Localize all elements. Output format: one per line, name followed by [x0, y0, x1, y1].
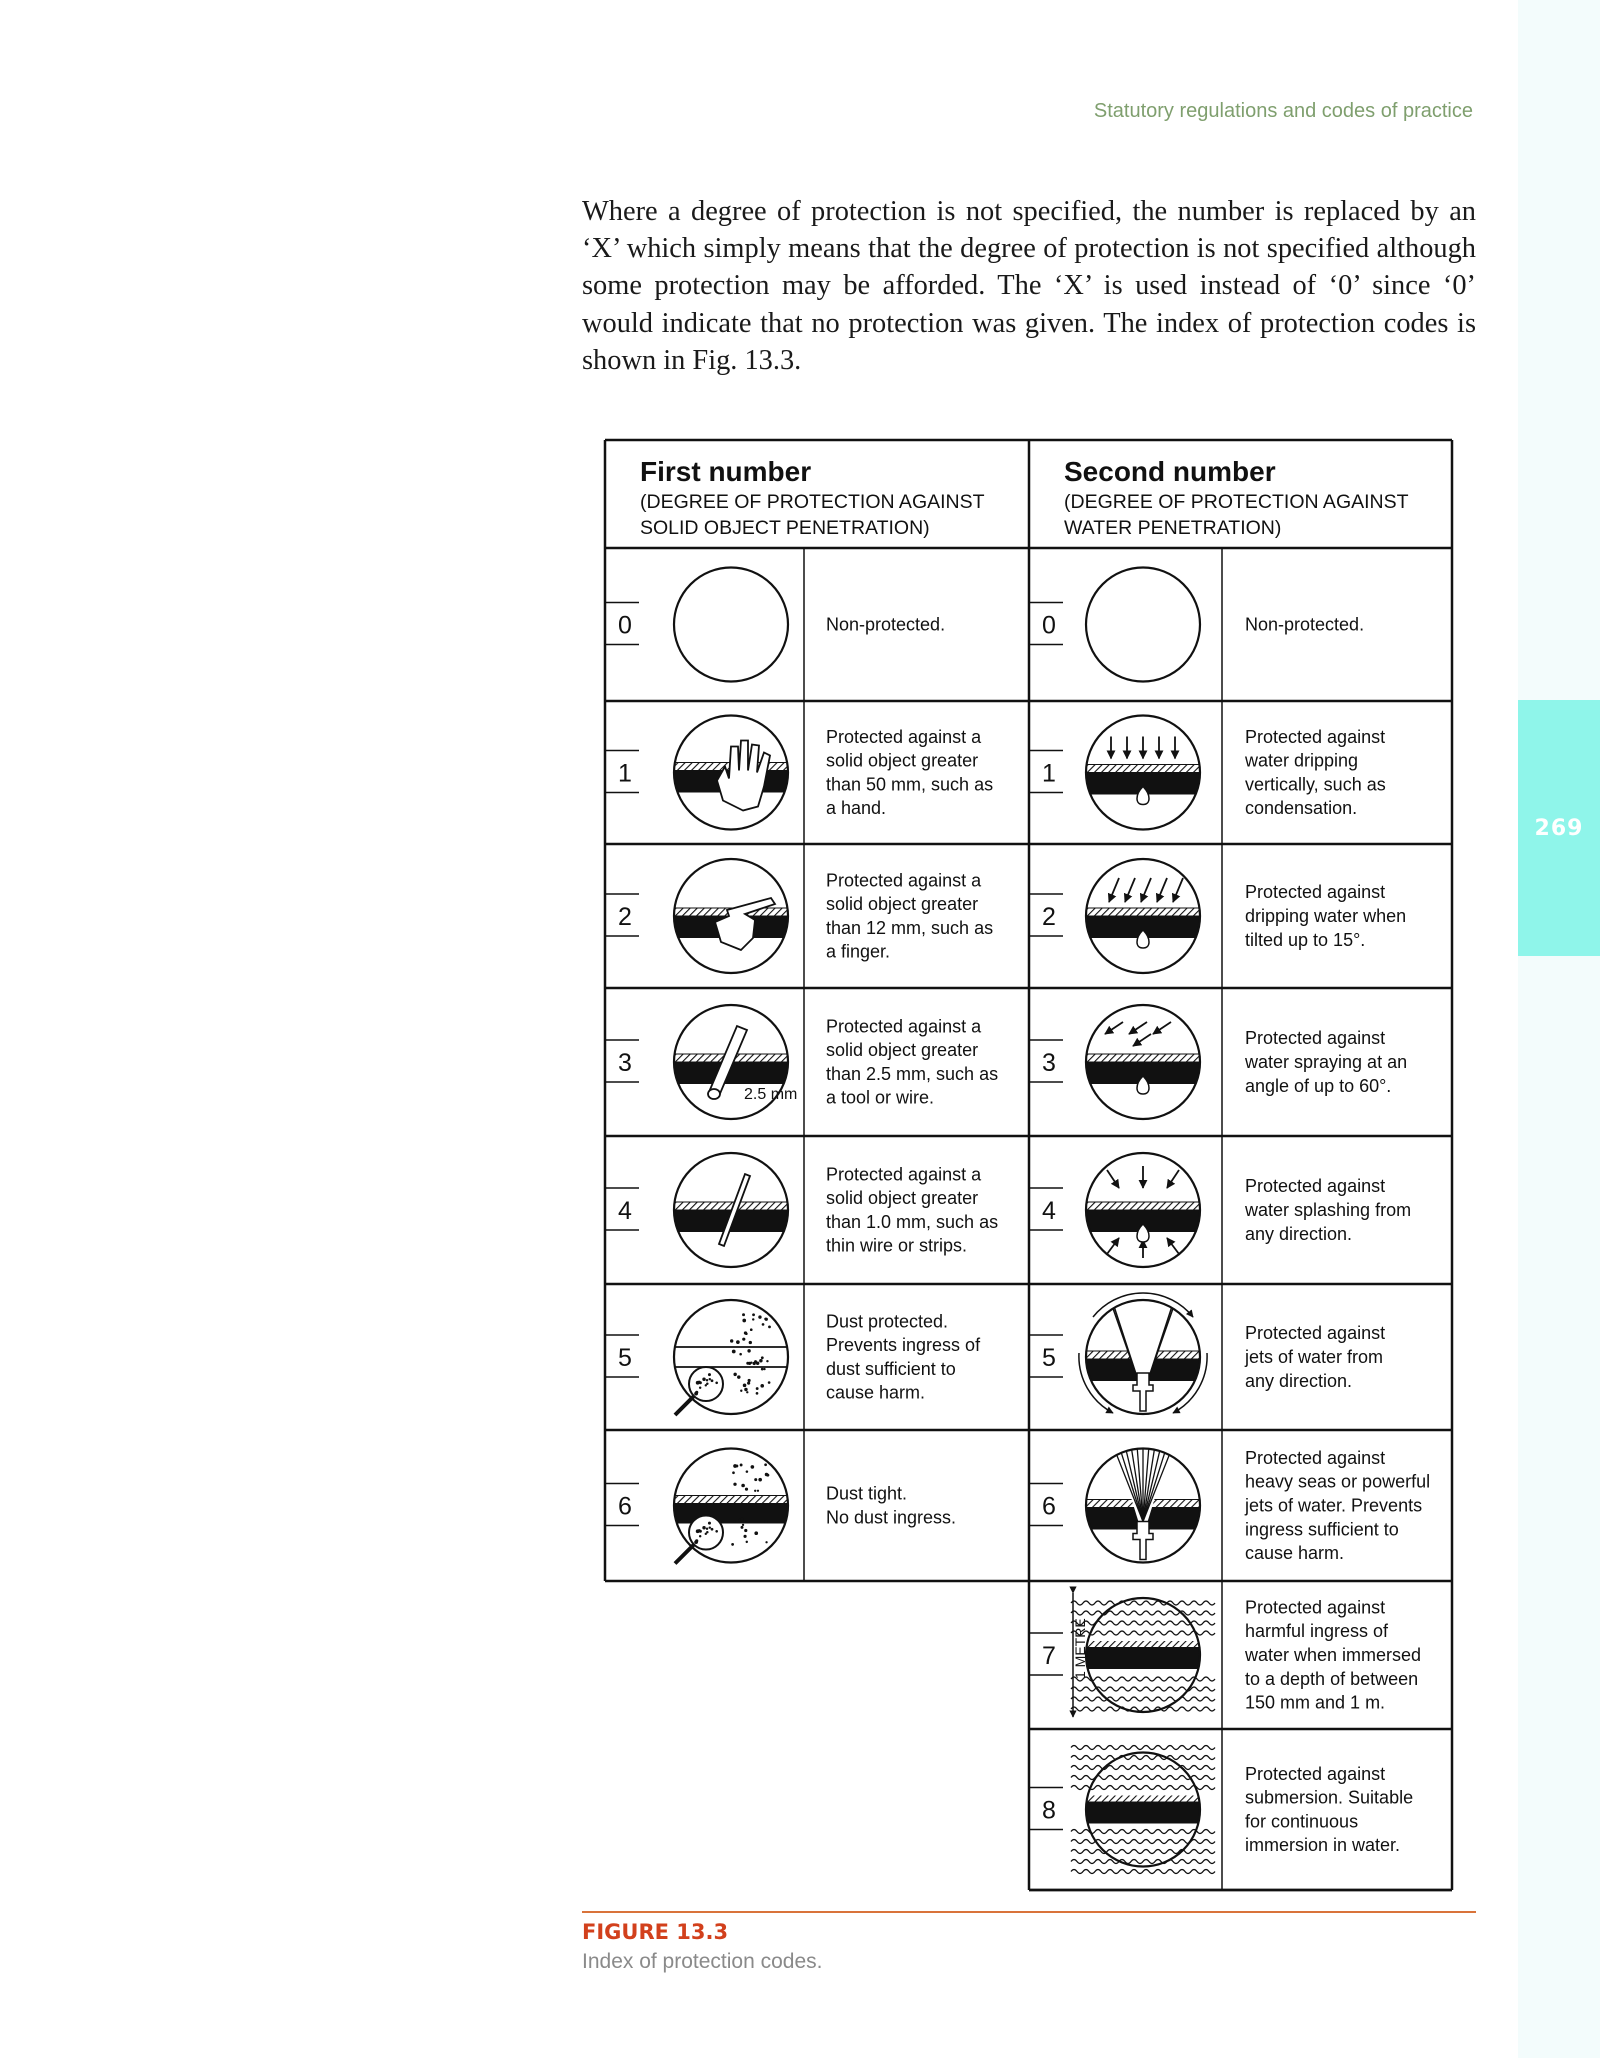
description-line: a finger. [826, 941, 891, 962]
table-row [1029, 1746, 1413, 1874]
table-row [605, 1449, 956, 1564]
body-paragraph: Where a degree of protection is not specified, the number is replaced by an ‘X’ which simply means that the degree of protection is not specified although some protection may be afforded. The ‘X’ is used instead of ‘0’ since ‘0’ would indicate that no protection was given. The index of protection codes is shown in Fig. 13.3. [582, 196, 1476, 376]
description-line: dust sufficient to [826, 1358, 956, 1379]
description-line: a tool or wire. [826, 1087, 935, 1108]
water-jet-icon [1079, 1293, 1207, 1414]
description-line: dripping water when [1245, 906, 1407, 926]
description-line: solid object greater [826, 750, 979, 771]
column-subtitle: (DEGREE OF PROTECTION AGAINST [1064, 491, 1409, 513]
table-row [1029, 1293, 1385, 1414]
table-row [1029, 716, 1386, 830]
code-number: 0 [1042, 611, 1056, 640]
description-line: Protected against [1245, 1028, 1386, 1049]
description-line: solid object greater [826, 894, 979, 915]
description-line: water when immersed [1245, 1645, 1422, 1665]
code-number: 7 [1042, 1642, 1056, 1670]
description-line: Protected against [1245, 1323, 1386, 1344]
code-number: 6 [1042, 1492, 1056, 1521]
immersion-icon [1071, 1593, 1215, 1717]
description-line: jets of water from [1245, 1347, 1384, 1367]
empty-circle-icon [674, 568, 788, 682]
table-row [1029, 568, 1364, 682]
code-number: 3 [1042, 1049, 1056, 1077]
spray-icon [1083, 1005, 1203, 1119]
table-row [1029, 1446, 1430, 1564]
column-subtitle: WATER PENETRATION) [1064, 517, 1282, 539]
description-line: Protected against [1245, 1447, 1386, 1468]
description-line: condensation. [1245, 798, 1358, 819]
code-number: 5 [1042, 1344, 1056, 1372]
description-line: Protected against a [826, 1164, 982, 1185]
description-line: cause harm. [826, 1382, 926, 1403]
code-number: 1 [1042, 759, 1056, 788]
description-line: ingress sufficient to [1245, 1519, 1399, 1540]
description-line: No dust ingress. [826, 1507, 957, 1528]
code-number: 4 [618, 1197, 632, 1225]
description-line: Dust tight. [826, 1483, 908, 1504]
description-line: submersion. Suitable [1245, 1787, 1414, 1808]
description-line: than 12 mm, such as [826, 917, 994, 938]
finger-icon [671, 859, 791, 973]
description-line: Prevents ingress of [826, 1335, 981, 1356]
description-line: Protected against a [826, 726, 982, 747]
description-line: thin wire or strips. [826, 1235, 968, 1256]
table-content [605, 456, 1430, 1874]
description-line: tilted up to 15°. [1245, 929, 1366, 950]
description-line: Protected against [1245, 882, 1386, 903]
figure-label: FIGURE 13.3 [582, 1920, 729, 1944]
description-line: a hand. [826, 798, 887, 819]
description-line: water dripping [1245, 750, 1359, 771]
column-subtitle: (DEGREE OF PROTECTION AGAINST [640, 491, 985, 513]
table-row [605, 859, 993, 973]
description-line: Non-protected. [826, 614, 946, 635]
table-row [605, 716, 993, 830]
dust-tight-icon [671, 1449, 791, 1564]
first-number-column [605, 456, 998, 1564]
description-line: any direction. [1245, 1370, 1353, 1391]
description-line: solid object greater [826, 1188, 979, 1209]
description-line: jets of water. Prevents [1245, 1495, 1423, 1516]
splash-icon [1083, 1153, 1203, 1267]
dust-protected-icon [671, 1300, 791, 1415]
figure-rule [582, 1911, 1476, 1913]
description-line: heavy seas or powerful [1245, 1471, 1431, 1492]
table-row [605, 568, 945, 682]
description-line: immersion in water. [1245, 1835, 1401, 1856]
description-line: angle of up to 60°. [1245, 1075, 1392, 1096]
description-line: solid object greater [826, 1040, 979, 1061]
description-line: than 50 mm, such as [826, 774, 994, 795]
description-line: harmful ingress of [1245, 1621, 1389, 1642]
column-title: Second number [1064, 456, 1276, 487]
code-number: 5 [618, 1344, 632, 1372]
column-title: First number [640, 456, 812, 487]
powerful-jet-icon [1083, 1446, 1203, 1563]
description-line: than 2.5 mm, such as [826, 1063, 999, 1084]
description-line: any direction. [1245, 1223, 1353, 1244]
description-line: Protected against [1245, 726, 1386, 747]
page-number: 269 [1534, 815, 1584, 841]
description-line: Dust protected. [826, 1311, 949, 1332]
description-line: water spraying at an [1245, 1052, 1408, 1072]
description-line: Protected against [1245, 1597, 1386, 1618]
description-line: Protected against [1245, 1176, 1386, 1197]
running-head: Statutory regulations and codes of practice [1093, 100, 1473, 122]
code-number: 3 [618, 1049, 632, 1077]
icon-label: 1 METRE [1072, 1618, 1088, 1679]
code-number: 0 [618, 611, 632, 640]
submersion-icon [1071, 1746, 1215, 1874]
description-line: cause harm. [1245, 1543, 1345, 1564]
description-line: water splashing from [1245, 1200, 1412, 1220]
description-line: than 1.0 mm, such as [826, 1211, 999, 1232]
table-row [605, 1300, 981, 1415]
second-number-column [1029, 456, 1430, 1874]
hand-icon [671, 716, 791, 830]
tool-icon [671, 1005, 797, 1119]
description-line: to a depth of between [1245, 1668, 1419, 1689]
empty-circle-icon [1086, 568, 1200, 682]
table-row [605, 1153, 998, 1267]
code-number: 8 [1042, 1796, 1056, 1825]
description-line: Non-protected. [1245, 614, 1365, 635]
figure-caption: Index of protection codes. [582, 1950, 823, 1973]
code-number: 2 [618, 903, 632, 931]
description-line: vertically, such as [1245, 774, 1386, 795]
table-row [1029, 1005, 1407, 1119]
table-row [1029, 1153, 1411, 1267]
table-row [1029, 1593, 1421, 1717]
wire-icon [671, 1153, 791, 1267]
icon-label: 2.5 mm [744, 1086, 798, 1103]
code-number: 2 [1042, 903, 1056, 931]
description-line: for continuous [1245, 1811, 1359, 1832]
description-line: 150 mm and 1 m. [1245, 1692, 1386, 1713]
code-number: 6 [618, 1492, 632, 1521]
table-row [605, 1005, 998, 1119]
column-subtitle: SOLID OBJECT PENETRATION) [640, 517, 930, 539]
vertical-drip-icon [1083, 716, 1203, 830]
table-row [1029, 859, 1406, 973]
tilted-drip-icon [1083, 859, 1203, 973]
code-number: 1 [618, 759, 632, 788]
description-line: Protected against a [826, 870, 982, 891]
description-line: Protected against a [826, 1016, 982, 1037]
description-line: Protected against [1245, 1763, 1386, 1784]
code-number: 4 [1042, 1197, 1056, 1225]
